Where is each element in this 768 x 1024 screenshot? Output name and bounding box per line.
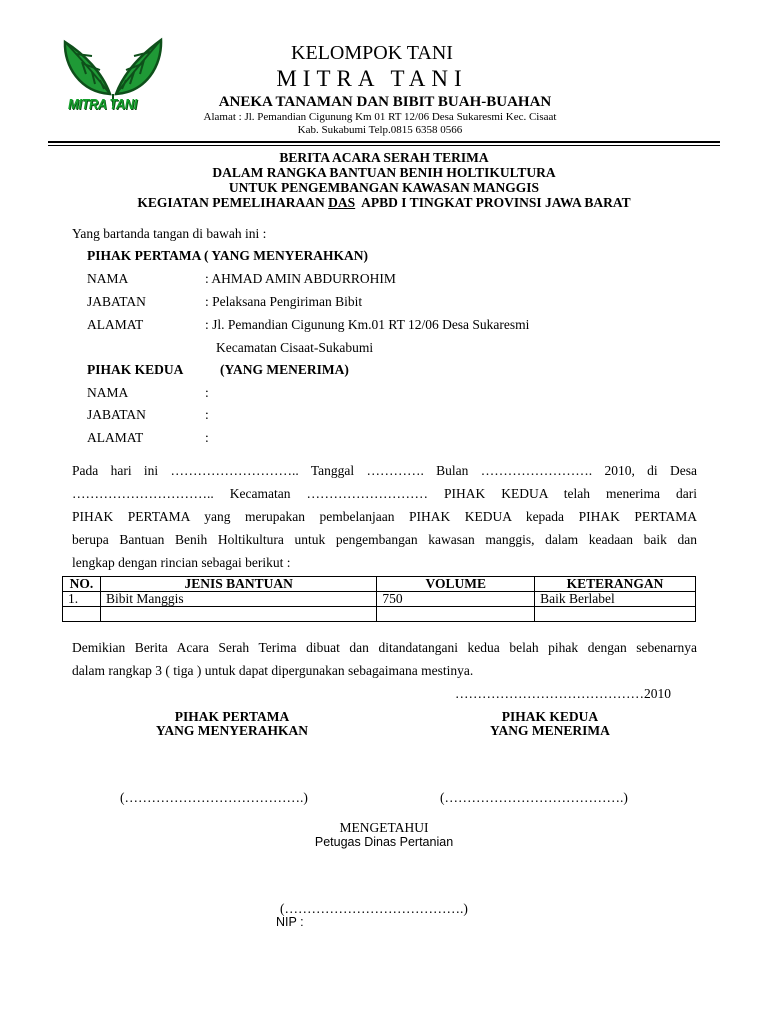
sig-right-blank: (………………………………….) [440, 790, 628, 805]
title-line4-end: APBD I TINGKAT PROVINSI JAWA BARAT [355, 195, 631, 210]
table-cell-type [100, 607, 376, 622]
party1-position-label: JABATAN [87, 294, 146, 309]
org-tagline: ANEKA TANAMAN DAN BIBIT BUAH-BUAHAN [218, 94, 552, 110]
org-name-line2: MITRA TANI [276, 66, 468, 91]
party2-address-colon: : [205, 430, 209, 445]
table-cell-type: Bibit Manggis [100, 592, 376, 607]
party2-position-label: JABATAN [87, 407, 146, 422]
party2-position-colon: : [205, 407, 209, 422]
sig-left-blank: (………………………………….) [120, 790, 308, 805]
doc-title-line2: DALAM RANGKA BANTUAN BENIH HOLTIKULTURA [212, 165, 556, 180]
party1-name-label: NAMA [87, 271, 129, 286]
body-line4: berupa Bantuan Benih Holtikultura untuk pengembangan kawasan manggis, dalam keadaan baik dan [72, 532, 697, 547]
table-cell-volume [377, 607, 535, 622]
table-header-type: JENIS BANTUAN [100, 577, 376, 592]
table-header-remarks: KETERANGAN [535, 577, 696, 592]
org-name-line1: KELOMPOK TANI [291, 42, 453, 64]
table-header-no: NO. [63, 577, 101, 592]
table-row [63, 592, 696, 607]
party2-heading: PIHAK KEDUA [87, 362, 184, 377]
org-address-line2: Kab. Sukabumi Telp.0815 6358 0566 [297, 124, 463, 136]
body-line5: lengkap dengan rincian sebagai berikut : [72, 555, 291, 570]
party1-position-value: : Pelaksana Pengiriman Bibit [205, 294, 363, 309]
acknowledge-heading: MENGETAHUI [339, 820, 429, 835]
doc-title-line4 [40, 195, 728, 211]
party1-heading: PIHAK PERTAMA ( YANG MENYERAHKAN) [87, 248, 369, 263]
sig-right-title2: YANG MENERIMA [490, 723, 610, 738]
party2-name-colon: : [205, 385, 209, 400]
org-address-line1: Alamat : Jl. Pemandian Cigunung Km 01 RT 12/06 Desa Sukaresmi Kec. Cisaat [203, 111, 557, 123]
closing-line2: dalam rangkap 3 ( tiga ) untuk dapat dipergunakan sebagaimana mestinya. [72, 663, 474, 678]
party2-name-label: NAMA [87, 385, 129, 400]
table-cell-no: 1. [63, 592, 101, 607]
header-divider-thin [48, 145, 720, 146]
party2-address-label: ALAMAT [87, 430, 144, 445]
sig-left-title2: YANG MENYERAHKAN [155, 723, 309, 738]
party1-name-value: : AHMAD AMIN ABDURROHIM [205, 271, 396, 286]
sig-left-title1: PIHAK PERTAMA [174, 709, 290, 724]
date-line: ……………………………………2010 [455, 686, 671, 701]
party1-address-value: : Jl. Pemandian Cigunung Km.01 RT 12/06 Desa Sukaresmi [205, 317, 530, 332]
assistance-table [62, 576, 696, 622]
body-line3: PIHAK PERTAMA yang merupakan pembelanjaan PIHAK KEDUA kepada PIHAK PERTAMA [72, 509, 697, 524]
table-header-volume: VOLUME [377, 577, 535, 592]
body-line2: ………………………….. Kecamatan ……………………… PIHAK KEDUA telah menerima dari [72, 486, 697, 501]
table-cell-remarks: Baik Berlabel [535, 592, 696, 607]
header-divider-thick [48, 141, 720, 143]
doc-title-line1: BERITA ACARA SERAH TERIMA [279, 150, 489, 165]
party1-address-label: ALAMAT [87, 317, 144, 332]
title-line4-start: KEGIATAN PEMELIHARAAN [137, 195, 329, 210]
closing-line1: Demikian Berita Acara Serah Terima dibuat dan ditandatangani kedua belah pihak dengan sebenarnya [72, 640, 697, 655]
party1-address-value2: Kecamatan Cisaat-Sukabumi [216, 340, 374, 355]
officer-title: Petugas Dinas Pertanian [314, 835, 454, 849]
table-cell-remarks [535, 607, 696, 622]
officer-nip: NIP : [276, 915, 304, 929]
table-header-row [63, 577, 696, 592]
table-row [63, 607, 696, 622]
sig-right-title1: PIHAK KEDUA [501, 709, 599, 724]
doc-title-line3: UNTUK PENGEMBANGAN KAWASAN MANGGIS [228, 180, 540, 195]
intro-text: Yang bartanda tangan di bawah ini : [72, 226, 267, 241]
body-line1: Pada hari ini ……………………….. Tanggal …………. Bulan ……………………. 2010, di Desa [72, 463, 697, 478]
party2-heading-role: (YANG MENERIMA) [220, 362, 349, 377]
table-cell-no [63, 607, 101, 622]
title-line4-das: DAS [328, 195, 356, 210]
table-cell-volume: 750 [377, 592, 535, 607]
logo-text: MITRA TANI [68, 96, 137, 113]
officer-sign-blank: (………………………………….) [280, 901, 468, 916]
